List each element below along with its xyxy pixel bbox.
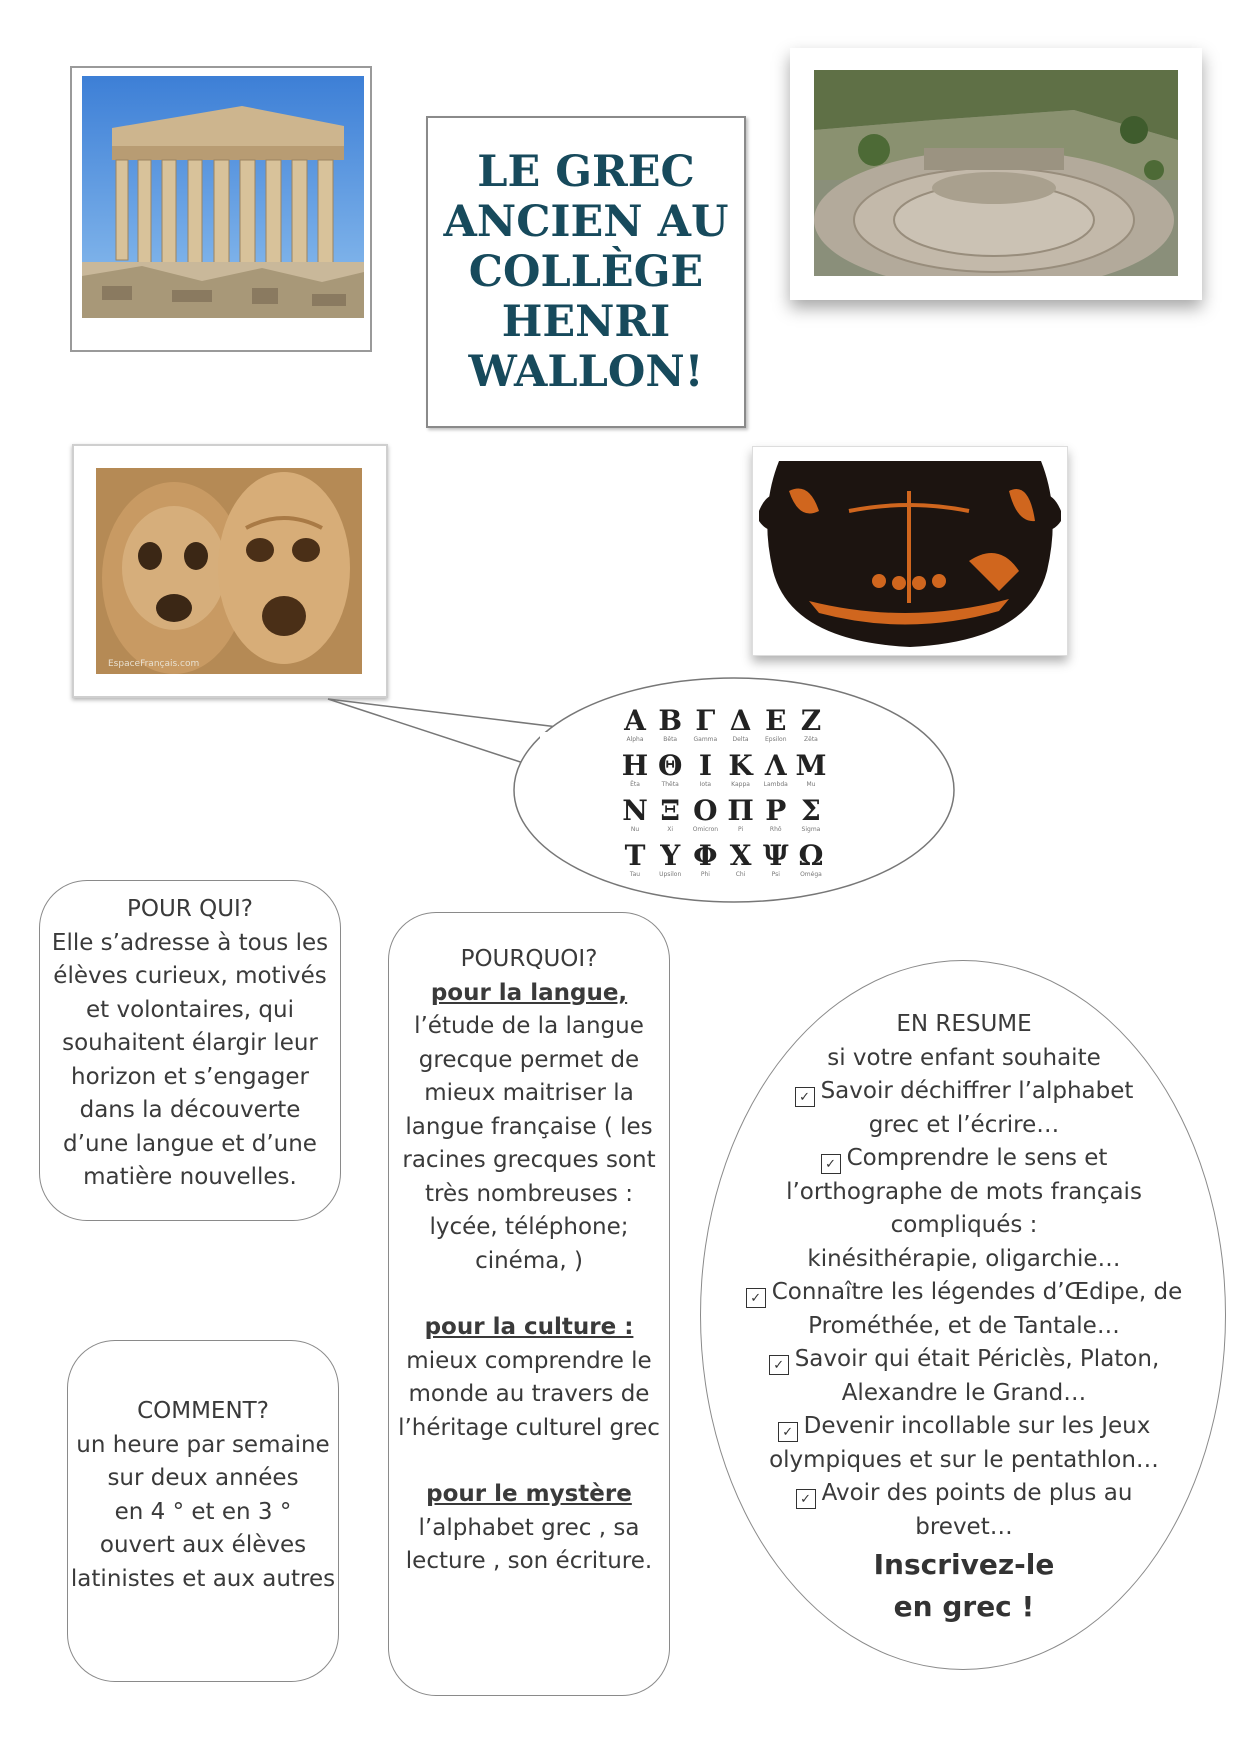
resume-intro: si votre enfant souhaite: [827, 1044, 1101, 1071]
alphabet-letter: Ν Nu: [622, 794, 648, 833]
alphabet-letter: Λ Lambda: [763, 749, 788, 788]
pour-qui-text: [40, 927, 340, 1195]
pour-qui-line: matière nouvelles.: [83, 1164, 297, 1190]
alphabet-letter: Τ Tau: [624, 839, 646, 878]
alphabet-letter: Π Pi: [727, 794, 754, 833]
checkbox-icon: ✓: [746, 1288, 766, 1308]
pourquoi-mystere-line: l’alphabet grec , sa: [418, 1514, 640, 1541]
pourquoi-culture-line: monde au travers de: [408, 1381, 650, 1407]
pourquoi-mystere-line: lecture , son écriture.: [405, 1548, 653, 1574]
pour-qui-line: dans la découverte: [79, 1097, 301, 1123]
resume-item: ✓ Savoir qui était Périclès, Platon,: [731, 1343, 1197, 1377]
checkbox-icon: ✓: [795, 1087, 815, 1107]
alphabet-letter: Ι Iota: [698, 749, 712, 788]
alphabet-letter: Σ Sigma: [801, 794, 821, 833]
alphabet-row: [618, 841, 828, 886]
resume-item: ✓ Savoir déchiffrer l’alphabet: [731, 1075, 1197, 1109]
pourquoi-langue-line: grecque permet de: [418, 1046, 640, 1073]
title-line: ANCIEN AU: [443, 197, 729, 247]
resume-item-line: brevet…: [915, 1513, 1013, 1540]
alphabet-letter: Δ Delta: [729, 704, 752, 743]
greek-alphabet: [618, 706, 828, 886]
alphabet-letter: Θ Thêta: [657, 749, 683, 788]
alphabet-row: [618, 796, 828, 841]
comment-line: en 4 ° et en 3 °: [114, 1498, 292, 1525]
comment-line: sur deux années: [107, 1465, 299, 1491]
pour-qui-line: élèves curieux, motivés: [53, 963, 327, 989]
resume-item: ✓ Connaître les légendes d’Œdipe, de: [731, 1276, 1197, 1310]
resume-item-line: Prométhée, et de Tantale…: [808, 1312, 1120, 1339]
resume-item-line: l’orthographe de mots français: [786, 1178, 1142, 1205]
alphabet-letter: Ρ Rhô: [765, 794, 787, 833]
title-line: WALLON!: [468, 347, 704, 397]
pourquoi-langue-line: langue française ( les: [405, 1113, 653, 1140]
pour-qui-heading: POUR QUI?: [126, 896, 254, 922]
pourquoi-langue-title: pour la langue,: [430, 979, 628, 1006]
pourquoi-box: [388, 912, 670, 1696]
pourquoi-langue-line: racines grecques sont: [402, 1147, 656, 1173]
pourquoi-langue-text: [389, 1010, 669, 1278]
title-line: COLLÈGE: [468, 247, 704, 297]
pourquoi-culture-title: pour la culture :: [424, 1314, 634, 1340]
alphabet-letter: Ψ Psi: [762, 839, 789, 878]
comment-line: ouvert aux élèves: [99, 1532, 307, 1558]
resume-item-line: compliqués :: [890, 1212, 1038, 1238]
pour-qui-box: [39, 880, 341, 1221]
resume-item: ✓ Comprendre le sens et: [731, 1142, 1197, 1176]
checkbox-icon: ✓: [778, 1422, 798, 1442]
pourquoi-mystere-text: [389, 1512, 669, 1579]
alphabet-letter: Ω Oméga: [798, 839, 824, 878]
comment-box: [67, 1340, 339, 1682]
checkbox-icon: ✓: [796, 1489, 816, 1509]
alphabet-letter: Η Êta: [621, 749, 649, 788]
title-line: LE GREC: [477, 147, 695, 197]
cta-line-2: en grec !: [893, 1590, 1035, 1623]
svg-text:EspaceFrançais.com: EspaceFrançais.com: [108, 659, 200, 669]
comment-line: latinistes et aux autres: [70, 1565, 336, 1592]
pourquoi-mystere-title: pour le mystère: [426, 1481, 632, 1507]
pourquoi-culture-text: [389, 1345, 669, 1446]
resume-item-line: Alexandre le Grand…: [841, 1379, 1087, 1406]
alphabet-row: [618, 751, 828, 796]
alphabet-letter: Χ Chi: [729, 839, 752, 878]
pourquoi-langue-line: très nombreuses :: [425, 1180, 633, 1207]
cta-line-1: Inscrivez-le: [873, 1548, 1055, 1581]
pour-qui-line: horizon et s’engager: [71, 1063, 309, 1090]
alphabet-letter: Γ Gamma: [693, 704, 718, 743]
resume-item: ✓ Avoir des points de plus au: [731, 1477, 1197, 1511]
comment-text: [68, 1429, 338, 1597]
alphabet-letter: Ξ Xi: [660, 794, 681, 833]
alphabet-letter: Β Bêta: [658, 704, 683, 743]
comment-heading: COMMENT?: [137, 1398, 269, 1424]
alphabet-letter: Υ Upsilon: [659, 839, 682, 878]
comment-line: un heure par semaine: [76, 1431, 330, 1458]
resume-list: [731, 1075, 1197, 1544]
pourquoi-langue-line: lycée, téléphone;: [429, 1214, 629, 1240]
pour-qui-line: et volontaires, qui: [86, 996, 294, 1023]
pourquoi-langue-line: l’étude de la langue: [414, 1013, 644, 1039]
pour-qui-line: souhaitent élargir leur: [62, 1030, 318, 1056]
resume-ellipse: [700, 960, 1226, 1670]
alphabet-letter: Κ Kappa: [728, 749, 753, 788]
alphabet-letter: Μ Mu: [795, 749, 827, 788]
alphabet-letter: Φ Phi: [693, 839, 718, 878]
resume-item-line: grec et l’écrire…: [868, 1111, 1060, 1138]
resume-heading: EN RESUME: [896, 1011, 1032, 1037]
alphabet-letter: Α Alpha: [624, 704, 646, 743]
resume-item-line: olympiques et sur le pentathlon…: [769, 1446, 1159, 1473]
title-line: HENRI: [501, 297, 671, 347]
pourquoi-culture-line: mieux comprendre le: [406, 1347, 652, 1374]
alphabet-letter: Ο Omicron: [692, 794, 719, 833]
resume-item-line: kinésithérapie, oligarchie…: [807, 1245, 1121, 1272]
alphabet-row: [618, 706, 828, 751]
alphabet-letter: Ε Epsilon: [764, 704, 787, 743]
pourquoi-langue-line: mieux maitriser la: [424, 1080, 634, 1106]
pour-qui-line: d’une langue et d’une: [63, 1130, 317, 1157]
resume-item: ✓ Devenir incollable sur les Jeux: [731, 1410, 1197, 1444]
checkbox-icon: ✓: [769, 1355, 789, 1375]
alphabet-letter: Ζ Zêta: [800, 704, 822, 743]
checkbox-icon: ✓: [821, 1154, 841, 1174]
pourquoi-culture-line: l’héritage culturel grec: [398, 1414, 660, 1441]
pour-qui-line: Elle s’adresse à tous les: [51, 929, 329, 956]
pourquoi-langue-line: cinéma, ): [475, 1247, 583, 1274]
pourquoi-heading: POURQUOI?: [460, 946, 598, 972]
